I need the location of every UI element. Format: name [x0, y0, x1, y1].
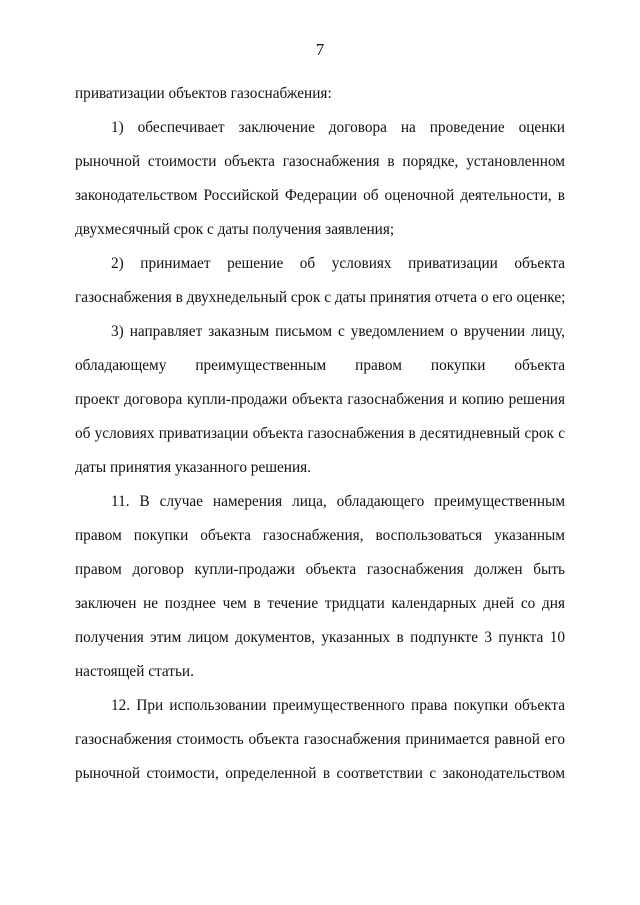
text-line: получения этим лицом документов, указанных в подпункте 3 пункта 10: [75, 629, 565, 646]
text-line: 12. При использовании преимущественного права покупки объекта: [111, 697, 565, 714]
text-line: газоснабжения стоимость объекта газоснабжения принимается равной его: [75, 731, 565, 748]
text-line: об условиях приватизации объекта газоснабжения в десятидневный срок с: [75, 425, 565, 442]
text-line: обладающему преимущественным правом покупки объекта: [75, 357, 565, 374]
text-line: законодательством Российской Федерации об оценочной деятельности, в: [75, 187, 565, 204]
text-line: рыночной стоимости объекта газоснабжения в порядке, установленном: [75, 153, 565, 170]
text-line: приватизации объектов газоснабжения:: [75, 85, 332, 102]
text-line: 2) принимает решение об условиях приватизации объекта: [111, 255, 565, 272]
paragraph: [75, 315, 565, 485]
text-line: 1) обеспечивает заключение договора на проведение оценки: [111, 119, 565, 136]
paragraph: [75, 77, 565, 111]
document-body: [75, 77, 565, 791]
text-line: правом договор купли-продажи объекта газоснабжения должен быть: [75, 561, 565, 578]
text-line: двухмесячный срок с даты получения заявления;: [75, 221, 395, 238]
paragraph: [75, 111, 565, 247]
paragraph: [75, 247, 565, 315]
paragraph: [75, 689, 565, 791]
text-line: настоящей статьи.: [75, 663, 194, 680]
text-line: газоснабжения в двухнедельный срок с даты принятия отчета о его оценке;: [75, 289, 566, 306]
text-line: заключен не позднее чем в течение тридцати календарных дней со дня: [75, 595, 565, 612]
text-line: 11. В случае намерения лица, обладающего преимущественным: [111, 493, 565, 510]
text-line: правом покупки объекта газоснабжения, воспользоваться указанным: [75, 527, 565, 544]
text-line: рыночной стоимости, определенной в соответствии с законодательством: [75, 765, 565, 782]
text-line: даты принятия указанного решения.: [75, 459, 312, 476]
text-line: 3) направляет заказным письмом с уведомлением о вручении лицу,: [111, 323, 565, 340]
paragraph: [75, 485, 565, 689]
text-line: проект договора купли-продажи объекта газоснабжения и копию решения: [75, 391, 565, 408]
page-number: 7: [315, 40, 325, 59]
